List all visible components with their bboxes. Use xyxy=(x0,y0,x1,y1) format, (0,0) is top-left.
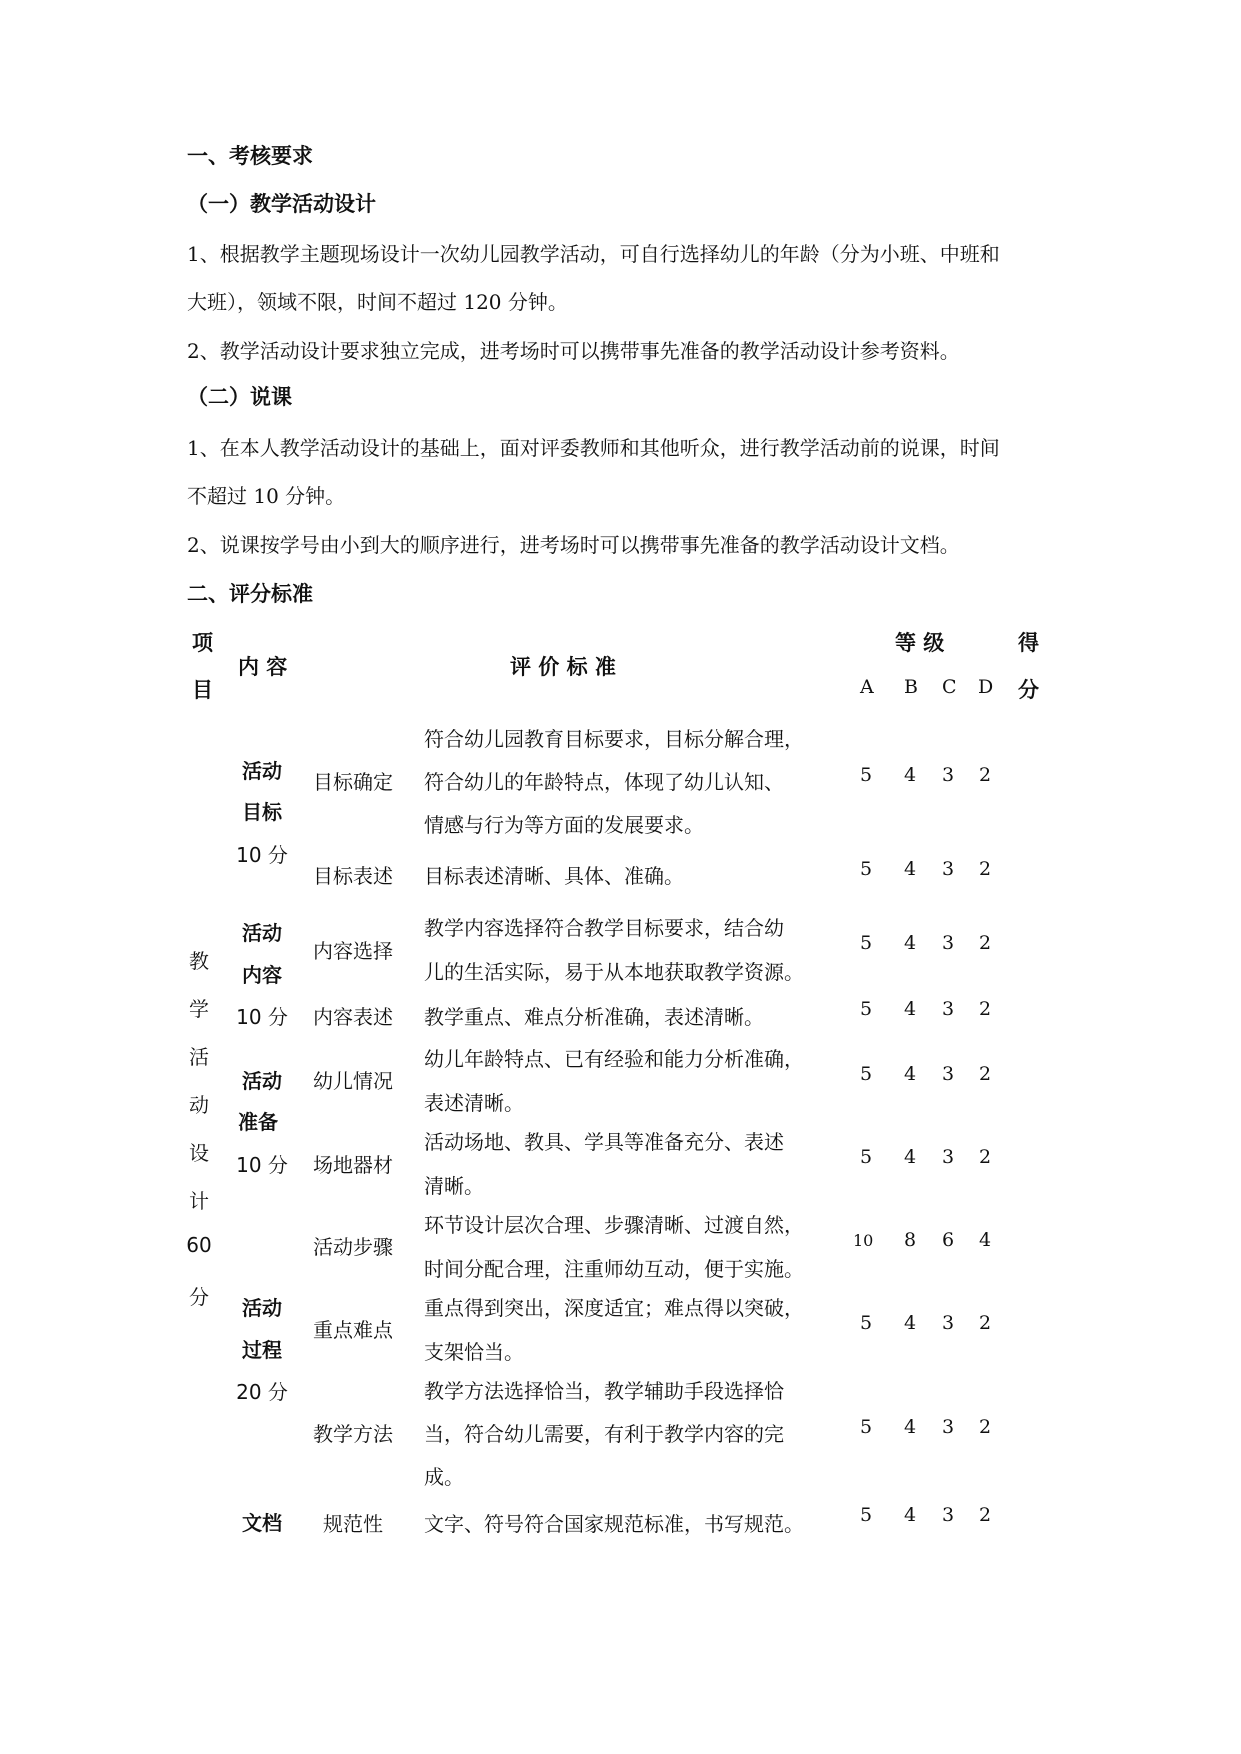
criteria-line: 目标表述清晰、具体、准确。 xyxy=(424,864,684,888)
section2-title: 二、评分标准 xyxy=(187,582,313,606)
group-label: 目标 xyxy=(242,800,282,824)
grade-b: 8 xyxy=(904,1229,917,1251)
grade-d: 2 xyxy=(979,932,992,954)
paragraph-line: 1、在本人教学活动设计的基础上，面对评委教师和其他听众，进行教学活动前的说课，时间 xyxy=(187,436,1000,460)
group-label: 文档 xyxy=(242,1511,282,1535)
sub-item: 场地器材 xyxy=(313,1153,393,1177)
grade-a: 5 xyxy=(860,932,873,954)
grade-c: 3 xyxy=(942,1146,955,1168)
sub-item: 幼儿情况 xyxy=(313,1069,393,1093)
header-grade: 等 级 xyxy=(895,631,945,655)
sub-item: 目标表述 xyxy=(313,864,393,888)
grade-b: 4 xyxy=(904,1146,917,1168)
project-char: 设 xyxy=(189,1141,209,1165)
grade-a-header: A xyxy=(860,676,874,698)
grade-d: 2 xyxy=(979,1504,992,1526)
grade-c: 6 xyxy=(942,1229,955,1251)
grade-d: 2 xyxy=(979,1416,992,1438)
grade-d-header: D xyxy=(978,676,994,698)
grade-d: 2 xyxy=(979,1146,992,1168)
criteria-line: 教学方法选择恰当，教学辅助手段选择恰 xyxy=(424,1379,784,1403)
sub-item: 内容选择 xyxy=(313,939,393,963)
grade-b: 4 xyxy=(904,1504,917,1526)
project-char: 学 xyxy=(189,997,209,1021)
criteria-line: 情感与行为等方面的发展要求。 xyxy=(424,813,704,837)
criteria-line: 教学内容选择符合教学目标要求，结合幼 xyxy=(424,916,784,940)
criteria-line: 清晰。 xyxy=(424,1174,484,1198)
grade-b: 4 xyxy=(904,1312,917,1334)
criteria-line: 支架恰当。 xyxy=(424,1340,524,1364)
grade-d: 2 xyxy=(979,858,992,880)
project-char: 活 xyxy=(189,1045,209,1069)
grade-a: 5 xyxy=(860,998,873,1020)
grade-c: 3 xyxy=(942,932,955,954)
criteria-line: 当，符合幼儿需要，有利于教学内容的完 xyxy=(424,1422,784,1446)
header-item: 目 xyxy=(192,678,213,702)
project-char: 动 xyxy=(189,1093,209,1117)
criteria-line: 表述清晰。 xyxy=(424,1091,524,1115)
project-char: 教 xyxy=(189,949,209,973)
group-label: 活动 xyxy=(242,1069,282,1093)
criteria-line: 符合幼儿的年龄特点，体现了幼儿认知、 xyxy=(424,770,784,794)
grade-a: 5 xyxy=(860,1063,873,1085)
group-label: 10 分 xyxy=(236,843,288,867)
header-score: 分 xyxy=(1018,678,1039,702)
sub-item: 重点难点 xyxy=(313,1318,393,1342)
section1-sub2-title: （二）说课 xyxy=(187,385,292,409)
group-label: 过程 xyxy=(242,1338,282,1362)
criteria-line: 活动场地、教具、学具等准备充分、表述 xyxy=(424,1130,784,1154)
section1-sub1-title: （一）教学活动设计 xyxy=(187,192,376,216)
project-char: 计 xyxy=(189,1189,209,1213)
criteria-line: 幼儿年龄特点、已有经验和能力分析准确， xyxy=(424,1047,804,1071)
project-char: 分 xyxy=(189,1285,209,1309)
criteria-line: 儿的生活实际，易于从本地获取教学资源。 xyxy=(424,960,804,984)
grade-c: 3 xyxy=(942,1504,955,1526)
group-label: 准备 xyxy=(238,1110,278,1134)
header-score: 得 xyxy=(1018,631,1039,655)
grade-d: 2 xyxy=(979,1312,992,1334)
criteria-line: 文字、符号符合国家规范标准，书写规范。 xyxy=(424,1512,804,1536)
grade-c: 3 xyxy=(942,1416,955,1438)
criteria-line: 教学重点、难点分析准确，表述清晰。 xyxy=(424,1005,764,1029)
paragraph-line: 2、教学活动设计要求独立完成，进考场时可以携带事先准备的教学活动设计参考资料。 xyxy=(187,339,960,363)
group-label: 内容 xyxy=(242,963,282,987)
criteria-line: 环节设计层次合理、步骤清晰、过渡自然， xyxy=(424,1213,804,1237)
grade-c: 3 xyxy=(942,858,955,880)
group-label: 20 分 xyxy=(236,1380,288,1404)
paragraph-line: 大班），领域不限，时间不超过 120 分钟。 xyxy=(187,290,568,314)
grade-a: 5 xyxy=(860,1416,873,1438)
grade-b: 4 xyxy=(904,998,917,1020)
header-criteria: 评 价 标 准 xyxy=(510,655,616,679)
sub-item: 目标确定 xyxy=(313,770,393,794)
grade-d: 2 xyxy=(979,998,992,1020)
criteria-line: 成。 xyxy=(424,1465,464,1489)
grade-c: 3 xyxy=(942,1312,955,1334)
group-label: 活动 xyxy=(242,921,282,945)
group-label: 10 分 xyxy=(236,1153,288,1177)
grade-b: 4 xyxy=(904,858,917,880)
sub-item: 内容表述 xyxy=(313,1005,393,1029)
grade-d: 2 xyxy=(979,1063,992,1085)
sub-item: 规范性 xyxy=(323,1512,383,1536)
group-label: 活动 xyxy=(242,759,282,783)
criteria-line: 符合幼儿园教育目标要求，目标分解合理， xyxy=(424,727,804,751)
sub-item: 教学方法 xyxy=(313,1422,393,1446)
grade-c: 3 xyxy=(942,764,955,786)
criteria-line: 时间分配合理，注重师幼互动，便于实施。 xyxy=(424,1257,804,1281)
project-char: 60 xyxy=(186,1233,212,1257)
paragraph-line: 不超过 10 分钟。 xyxy=(187,484,346,508)
grade-a: 5 xyxy=(860,858,873,880)
group-label: 活动 xyxy=(242,1296,282,1320)
criteria-line: 重点得到突出，深度适宜；难点得以突破， xyxy=(424,1296,804,1320)
sub-item: 活动步骤 xyxy=(313,1235,393,1259)
header-item: 项 xyxy=(192,631,213,655)
grade-a: 5 xyxy=(860,1312,873,1334)
group-label: 10 分 xyxy=(236,1005,288,1029)
grade-b: 4 xyxy=(904,932,917,954)
grade-a: 5 xyxy=(860,764,873,786)
grade-d: 2 xyxy=(979,764,992,786)
grade-c: 3 xyxy=(942,998,955,1020)
grade-b: 4 xyxy=(904,1416,917,1438)
section1-title: 一、考核要求 xyxy=(187,144,313,168)
grade-a: 10 xyxy=(853,1231,874,1250)
grade-c-header: C xyxy=(942,676,957,698)
grade-a: 5 xyxy=(860,1504,873,1526)
grade-b: 4 xyxy=(904,764,917,786)
grade-b-header: B xyxy=(904,676,918,698)
grade-b: 4 xyxy=(904,1063,917,1085)
grade-c: 3 xyxy=(942,1063,955,1085)
header-content: 内 容 xyxy=(238,655,288,679)
grade-d: 4 xyxy=(979,1229,992,1251)
paragraph-line: 1、根据教学主题现场设计一次幼儿园教学活动，可自行选择幼儿的年龄（分为小班、中班和 xyxy=(187,242,1000,266)
paragraph-line: 2、说课按学号由小到大的顺序进行，进考场时可以携带事先准备的教学活动设计文档。 xyxy=(187,533,960,557)
grade-a: 5 xyxy=(860,1146,873,1168)
